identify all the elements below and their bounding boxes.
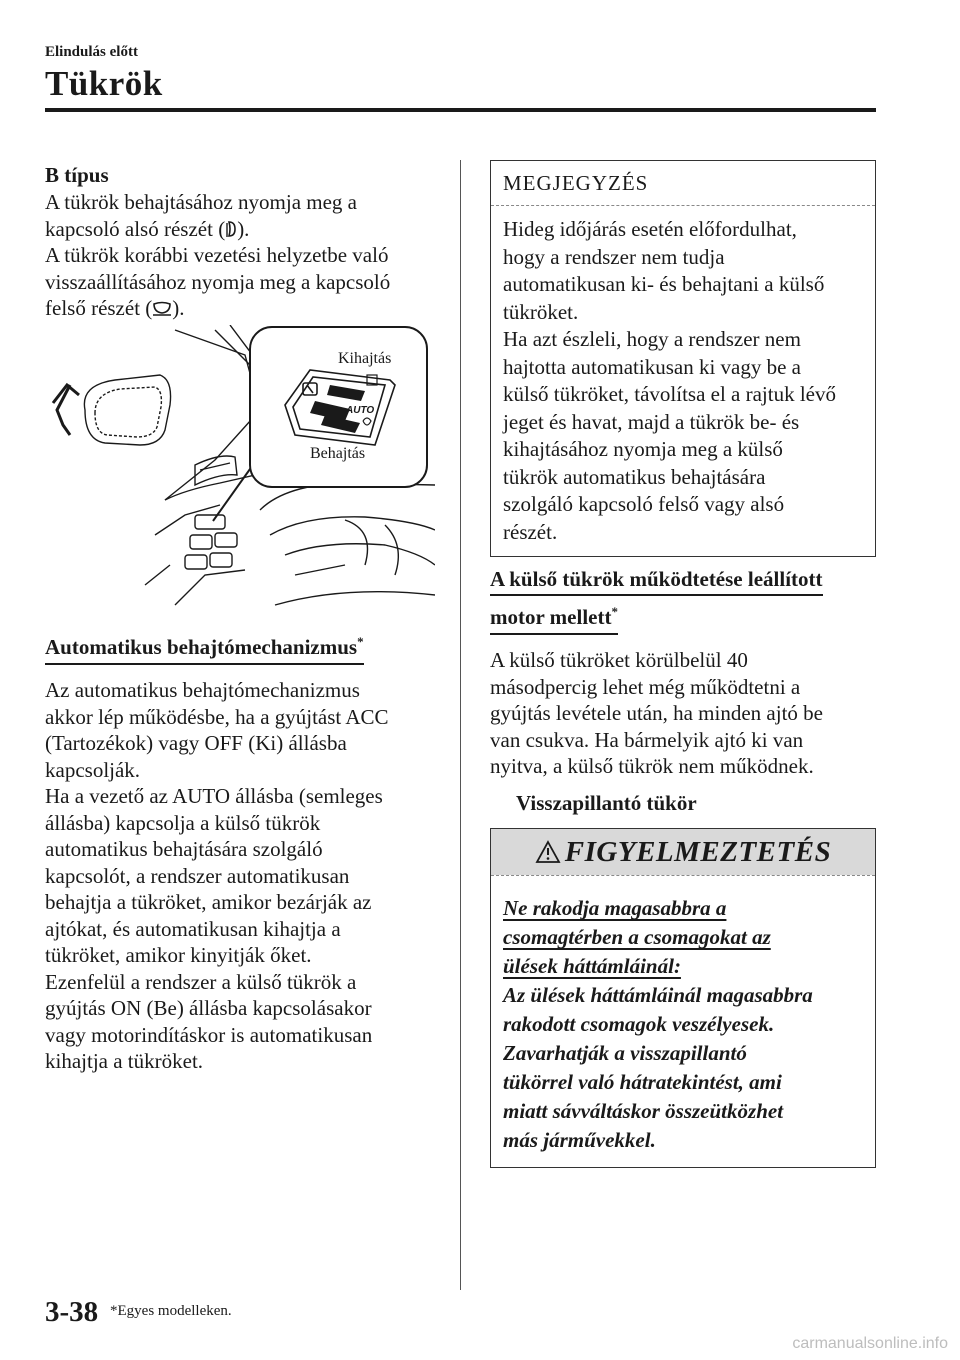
rearview-mirror-subheading: Visszapillantó tükör [516,790,697,815]
page-number: 3-38 [45,1296,99,1328]
paragraph-line: Az automatikus behajtómechanizmus [45,678,360,702]
paragraph-line: vagy motorindításkor is automatikusan [45,1022,373,1047]
paragraph-line: ajtókat, és automatikusan kihajtja a [45,916,341,941]
warning-triangle-icon [535,840,561,864]
paragraph-line: kihajtja a tükröket. [45,1049,204,1073]
intro-line: visszaállításához nyomja meg a kapcsoló [45,269,391,294]
left-column [45,162,445,322]
warning-body: Ne rakodja magasabbra a csomagtérben a csomagokat az ülések háttámláinál: Az ülések háttámláinál magasabbra rakodott csomagok veszélyesek. Zavarhatják a visszapillantó tükörrel való hátratekintést, ami miatt sávváltáskor összeütközhet más járművekkel. [491,875,875,1167]
auto-fold-section [45,628,445,1075]
mirror-fold-icon [225,220,237,238]
paragraph-line: tükröket, amikor kinyitják őket. [45,943,312,967]
engine-off-heading-line2: motor mellett* [490,598,618,635]
paragraph-line: (Tartozékok) vagy OFF (Ki) állásba [45,731,347,755]
engine-off-section [490,566,876,817]
paragraph-line: kapcsolják. [45,757,141,782]
intro-line: A tükrök behajtásához nyomja meg a [45,190,357,214]
auto-fold-heading: Automatikus behajtómechanizmus* [45,628,364,665]
warning-heading: FIGYELMEZTETÉS [491,829,875,875]
paragraph-line: Ezenfelül a rendszer a külső tükrök a [45,969,357,994]
mirror-unfold-icon [152,300,172,316]
paragraph-line: gyújtás levétele után, ha minden ajtó be [490,701,823,725]
note-box [490,160,876,557]
door-illustration-svg [45,325,435,610]
warning-box [490,828,876,1168]
paragraph-line: állásba) kapcsolja a külső tükrök [45,810,321,835]
paragraph-line: automatikus behajtására szolgáló [45,837,323,861]
type-heading: B típus [45,163,109,187]
unfold-label: Kihajtás [338,350,392,367]
paragraph-line: behajtja a tükröket, amikor bezárják az [45,890,372,914]
paragraph-line: gyújtás ON (Be) állásba kapcsolásakor [45,996,372,1020]
page-title: Tükrök [45,64,163,103]
paragraph-line: kapcsolót, a rendszer automatikusan [45,863,350,888]
paragraph-line: A külső tükröket körülbelül 40 [490,648,748,672]
note-heading: MEGJEGYZÉS [491,161,875,206]
watermark: carmanualsonline.info [792,1335,948,1352]
intro-line: kapcsoló alsó részét ( ). [45,216,250,241]
engine-off-heading-line1: A külső tükrök működtetése leállított [490,566,823,596]
footnote: *Egyes modelleken. [110,1303,232,1319]
door-switch-illustration [45,325,435,610]
intro-line: felső részét ( ). [45,296,185,320]
fold-label: Behajtás [310,445,366,462]
intro-line: A tükrök korábbi vezetési helyzetbe való [45,243,389,267]
paragraph-line: van csukva. Ha bármelyik ajtó ki van [490,727,804,752]
auto-switch-label: AUTO [346,405,375,416]
paragraph-line: akkor lép működésbe, ha a gyújtást ACC [45,704,389,729]
breadcrumb: Elindulás előtt [45,44,138,60]
paragraph-line: Ha a vezető az AUTO állásba (semleges [45,784,383,808]
paragraph-line: nyitva, a külső tükrök nem működnek. [490,754,814,778]
title-rule [45,108,876,112]
column-divider [460,160,461,1290]
paragraph-line: másodpercig lehet még működtetni a [490,674,801,699]
note-body: Hideg időjárás esetén előfordulhat, hogy a rendszer nem tudja automatikusan ki- és behajtani a külső tükröket. Ha azt észleli, hogy a rendszer nem hajtotta automatikusan ki vagy be a külső tükröket, távolítsa el a rajtuk lévő jeget és havat, majd a tükrök be- és kihajtásához nyomja meg a külső tükrök automatikus behajtására szolgáló kapcsoló felső vagy alsó részét. [503,217,837,544]
